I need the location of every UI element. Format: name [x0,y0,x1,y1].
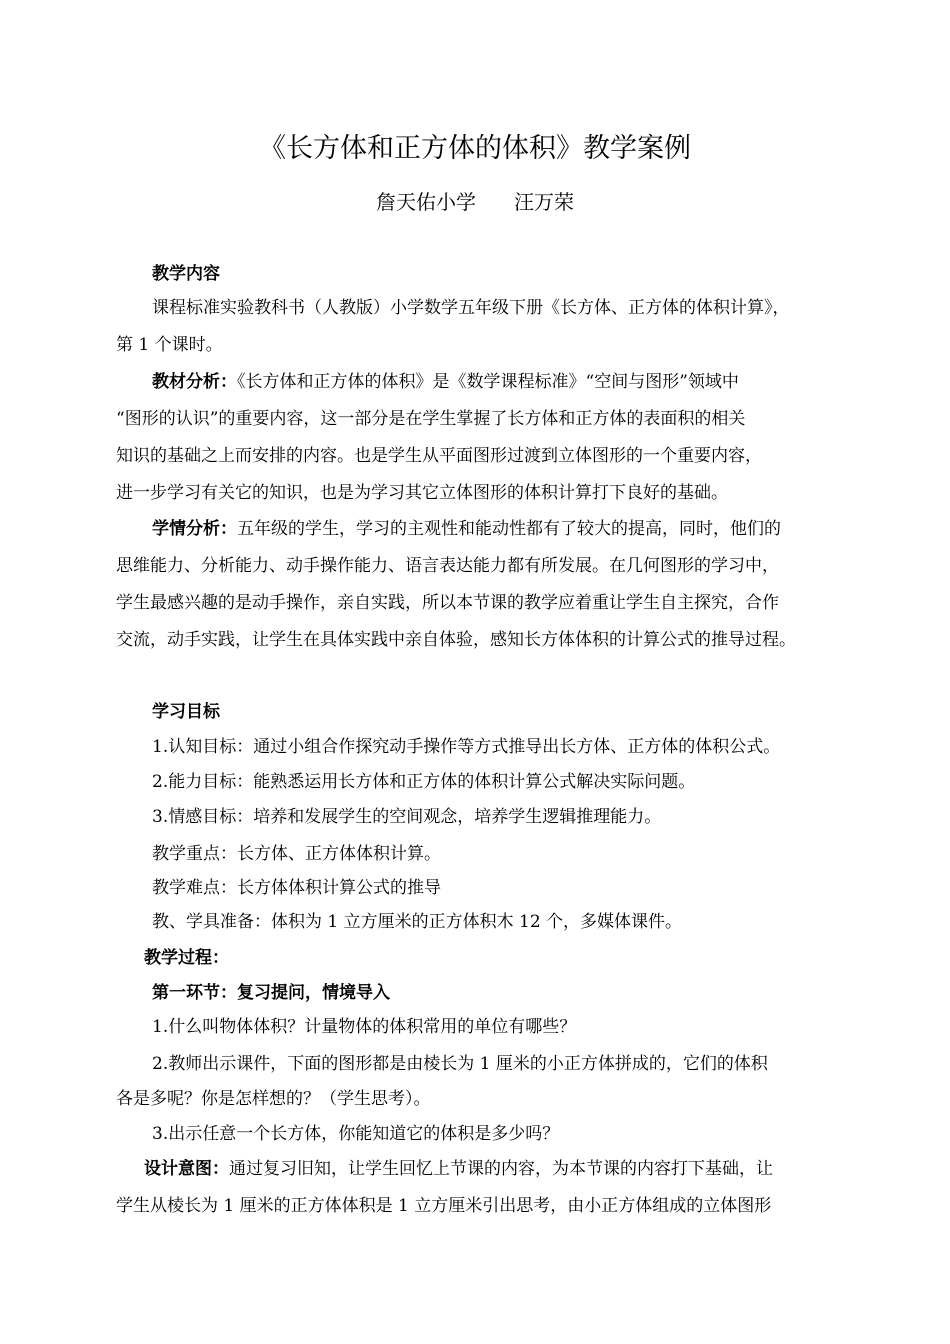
page-title: 《长方体和正方体的体积》教学案例 [259,133,691,164]
goal-item: 1.认知目标：通过小组合作探究动手操作等方式推导出长方体、正方体的体积公式。 [152,737,781,757]
paragraph-line: 设计意图：通过复习旧知，让学生回忆上节课的内容，为本节课的内容打下基础，让 [144,1159,773,1179]
paragraph-line: 思维能力、分析能力、动手操作能力、语言表达能力都有所发展。在几何图形的学习中， [116,556,779,576]
difficulty: 教学难点：长方体体积计算公式的推导 [152,878,441,898]
author-name: 汪万荣 [514,190,574,214]
paragraph-line: 第 1 个课时。 [116,335,223,355]
paragraph-line: “图形的认识”的重要内容，这一部分是在学生掌握了长方体和正方体的表面积的相关 [116,409,746,429]
section-heading-content: 教学内容 [152,264,220,284]
section-heading-goals: 学习目标 [152,702,220,722]
paragraph-line: 课程标准实验教科书（人教版）小学数学五年级下册《长方体、正方体的体积计算》， [152,298,790,318]
goal-item: 3.情感目标：培养和发展学生的空间观念，培养学生逻辑推理能力。 [152,807,662,827]
paragraph-line: 学生从棱长为 1 厘米的正方体体积是 1 立方厘米引出思考，由小正方体组成的立体图形 [116,1196,772,1216]
question-item: 2.教师出示课件，下面的图形都是由棱长为 1 厘米的小正方体拼成的，它们的体积 [152,1054,768,1074]
section-heading-process: 教学过程： [144,948,229,968]
paragraph-line: 学生最感兴趣的是动手操作，亲自实践，所以本节课的教学应着重让学生自主探究，合作 [116,593,779,613]
learner-label: 学情分析： [152,519,237,539]
preparation: 教、学具准备：体积为 1 立方厘米的正方体积木 12 个，多媒体课件。 [152,912,683,932]
paragraph-line: 进一步学习有关它的知识，也是为学习其它立体图形的体积计算打下良好的基础。 [116,483,728,503]
paragraph-line: 知识的基础之上而安排的内容。也是学生从平面图形过渡到立体图形的一个重要内容， [116,446,762,466]
paragraph-line: 学情分析：五年级的学生，学习的主观性和能动性都有了较大的提高，同时，他们的 [152,519,781,539]
question-item: 各是多呢？你是怎样想的？（学生思考）。 [116,1089,431,1109]
author-school: 詹天佑小学 [376,190,476,214]
paragraph-line: 交流，动手实践，让学生在具体实践中亲自体验，感知长方体体积的计算公式的推导过程。 [116,630,796,650]
key-point: 教学重点：长方体、正方体体积计算。 [152,844,441,864]
goal-item: 2.能力目标：能熟悉运用长方体和正方体的体积计算公式解决实际问题。 [152,772,696,792]
design-label: 设计意图： [144,1159,229,1179]
paragraph-line: 教材分析：《长方体和正方体的体积》是《数学课程标准》“空间与图形”领域中 [152,372,739,392]
author-line [0,188,950,216]
question-item: 3.出示任意一个长方体，你能知道它的体积是多少吗？ [152,1124,560,1144]
question-item: 1.什么叫物体体积？计量物体的体积常用的单位有哪些？ [152,1017,577,1037]
analysis-label: 教材分析： [152,372,237,392]
step1-heading: 第一环节：复习提问，情境导入 [152,983,390,1003]
